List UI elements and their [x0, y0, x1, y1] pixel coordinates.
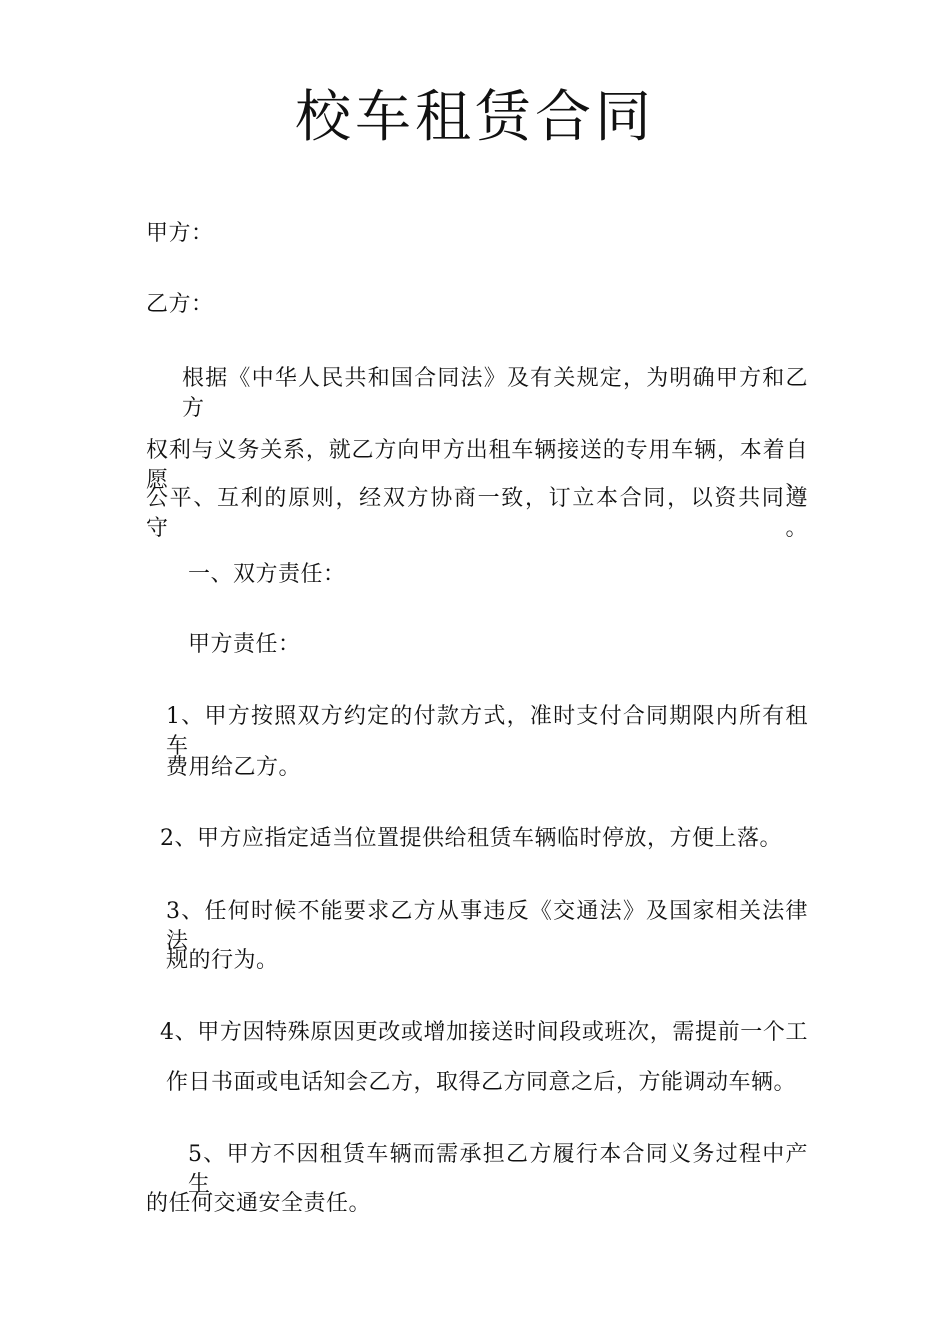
- document-title: 校车租赁合同: [295, 85, 655, 150]
- clause-line: 3、任何时候不能要求乙方从事违反《交通法》及国家相关法律法: [166, 899, 808, 954]
- clause-line: 2、甲方应指定适当位置提供给租赁车辆临时停放，方便上落。: [160, 826, 782, 851]
- preamble-line: 公平、互利的原则，经双方协商一致，订立本合同，以资共同遵守。: [146, 486, 808, 541]
- party-b-label: 乙方：: [146, 292, 214, 317]
- clause-line: 作日书面或电话知会乙方，取得乙方同意之后，方能调动车辆。: [166, 1070, 797, 1095]
- clause-line: 5、甲方不因租赁车辆而需承担乙方履行本合同义务过程中产生: [188, 1142, 808, 1197]
- preamble-line: 权利与义务关系，就乙方向甲方出租车辆接送的专用车辆，本着自愿、: [146, 438, 808, 493]
- clause-line: 1、甲方按照双方约定的付款方式，准时支付合同期限内所有租车: [166, 704, 808, 759]
- party-a-duties-heading: 甲方责任：: [188, 632, 301, 657]
- clause-line: 规的行为。: [166, 948, 279, 973]
- clause-line: 费用给乙方。: [166, 755, 302, 780]
- clause-line: 4、甲方因特殊原因更改或增加接送时间段或班次，需提前一个工: [160, 1020, 808, 1045]
- section-heading: 一、双方责任：: [188, 562, 346, 587]
- preamble-line: 根据《中华人民共和国合同法》及有关规定，为明确甲方和乙方: [182, 366, 808, 421]
- party-a-label: 甲方：: [146, 221, 214, 246]
- clause-line: 的任何交通安全责任。: [146, 1191, 372, 1216]
